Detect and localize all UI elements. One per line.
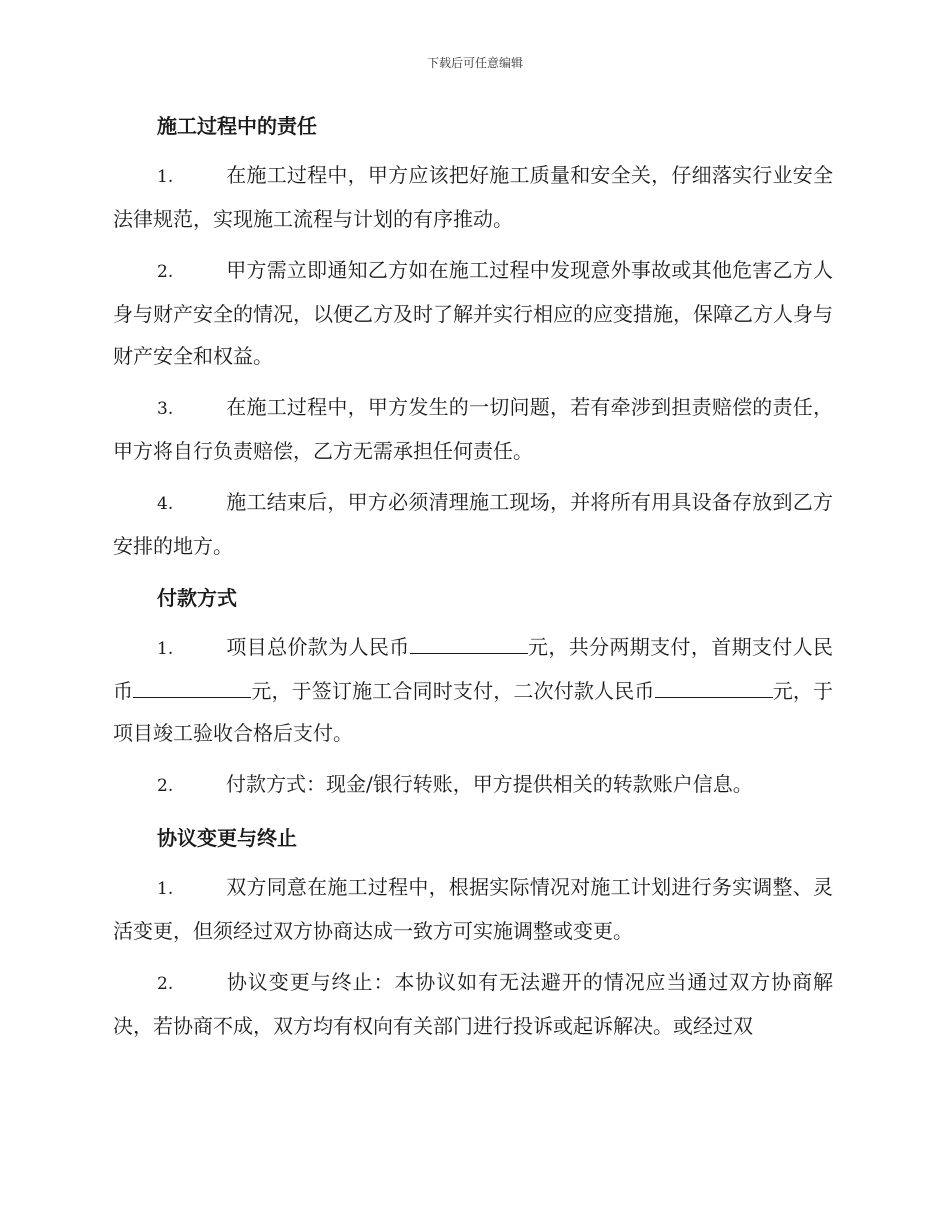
- clause-1-1: [113, 154, 833, 240]
- section-title-amendment: 协议变更与终止: [157, 826, 297, 850]
- clause-number: 1.: [157, 879, 174, 899]
- clause-text-part: 元，于项目竣工验收合格后支付。: [113, 679, 834, 745]
- clause-1-3: [113, 386, 833, 472]
- document-body: [113, 104, 833, 1056]
- amount-blank-first: [133, 675, 251, 698]
- clause-text-part: 元，于签订施工合同时支付，二次付款人民币: [251, 679, 655, 703]
- amount-blank-total: [410, 631, 528, 654]
- clause-3-1: [113, 866, 833, 952]
- clause-text: 双方同意在施工过程中，根据实际情况对施工计划进行务实调整、灵活变更，但须经过双方协商达成一致方可实施调整或变更。: [113, 875, 833, 943]
- clause-text: 在施工过程中，甲方发生的一切问题，若有牵涉到担责赔偿的责任，甲方将自行负责赔偿，乙方无需承担任何责任。: [113, 395, 833, 463]
- clause-number: 3.: [157, 399, 174, 419]
- clause-text: 在施工过程中，甲方应该把好施工质量和安全关，仔细落实行业安全法律规范，实现施工流程与计划的有序推动。: [113, 163, 833, 231]
- clause-text-part: 项目总价款为人民币: [226, 635, 410, 659]
- clause-3-2: [113, 961, 833, 1047]
- clause-text: 付款方式：现金/银行转账，甲方提供相关的转款账户信息。: [226, 772, 753, 796]
- clause-number: 1.: [157, 639, 174, 659]
- clause-text: 协议变更与终止：本协议如有无法避开的情况应当通过双方协商解决，若协商不成，双方均有权向有关部门进行投诉或起诉解决。或经过双: [113, 970, 833, 1038]
- clause-2-2: [113, 763, 833, 807]
- clause-text: 甲方需立即通知乙方如在施工过程中发现意外事故或其他危害乙方人身与财产安全的情况，以便乙方及时了解并实行相应的应变措施，保障乙方人身与财产安全和权益。: [113, 258, 833, 368]
- clause-text: 施工结束后，甲方必须清理施工现场，并将所有用具设备存放到乙方安排的地方。: [113, 490, 833, 558]
- clause-number: 4.: [157, 494, 174, 514]
- clause-number: 2.: [157, 974, 174, 994]
- clause-number: 1.: [157, 167, 174, 187]
- amount-blank-second: [655, 675, 773, 698]
- clause-text-part: 元，共分两期支付，首期支付人民币: [113, 635, 834, 703]
- page-header: 下载后可任意编辑: [426, 56, 523, 70]
- section-title-responsibility: 施工过程中的责任: [157, 114, 317, 138]
- clause-number: 2.: [157, 776, 174, 796]
- clause-1-4: [113, 481, 833, 567]
- clause-2-1: [113, 626, 833, 754]
- section-title-payment: 付款方式: [157, 586, 237, 610]
- clause-1-2: [113, 249, 833, 377]
- clause-number: 2.: [157, 262, 174, 282]
